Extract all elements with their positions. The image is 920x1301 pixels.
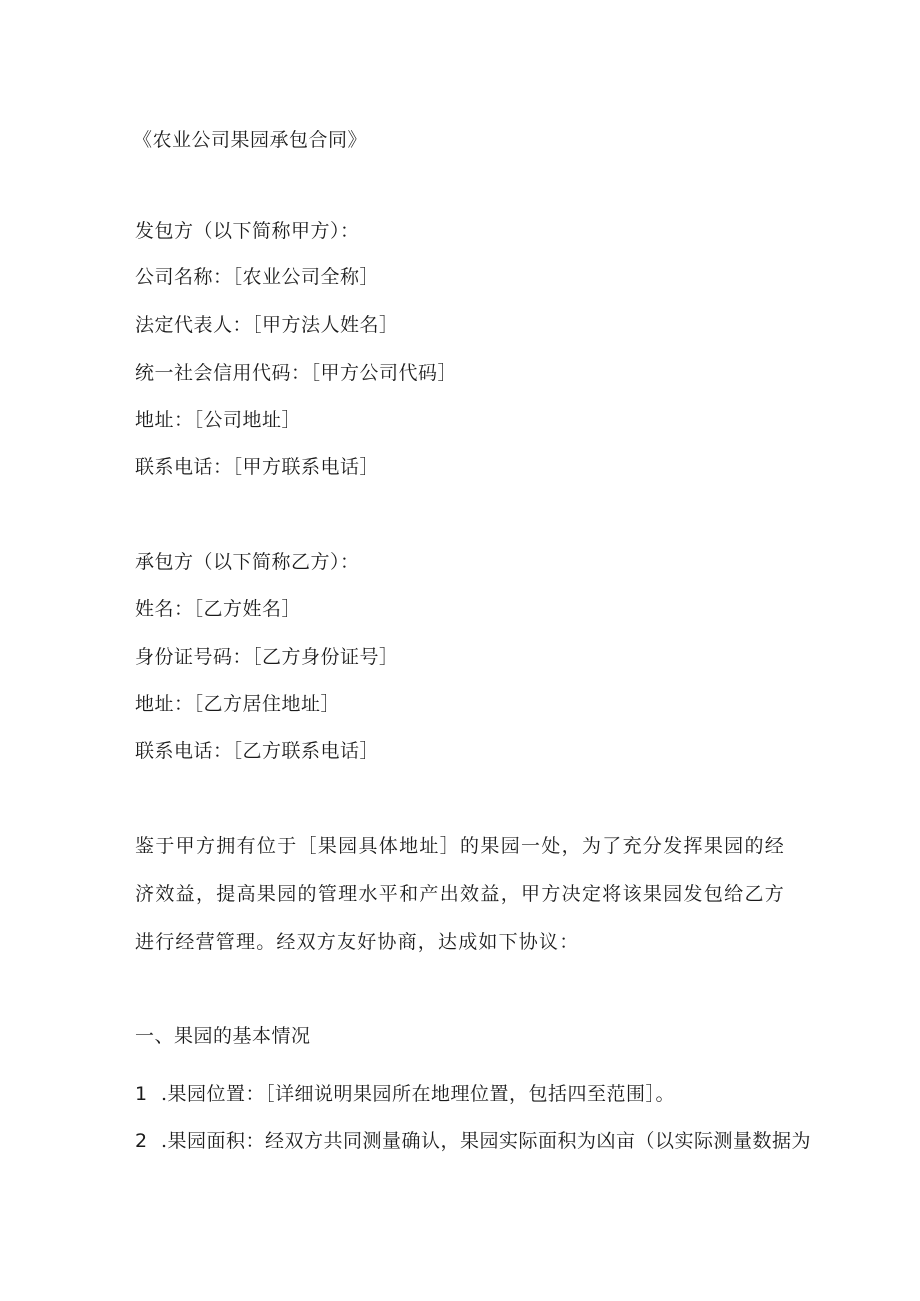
- preamble-paragraph: 鉴于甲方拥有位于［果园具体地址］的果园一处，为了充分发挥果园的经济效益，提高果园的管理水平和产出效益，甲方决定将该果园发包给乙方进行经营管理。经双方友好协商，达成如下协议：: [135, 835, 785, 953]
- section-1-item-2: [135, 1129, 811, 1153]
- section-1-item-1: [135, 1082, 675, 1106]
- party-b-address: 地址：［乙方居住地址］: [135, 693, 341, 715]
- party-a-credit-code: 统一社会信用代码：［甲方公司代码］: [135, 362, 458, 384]
- item-number: 1: [135, 1083, 148, 1105]
- section-1-heading: 一、果园的基本情况: [135, 1025, 311, 1047]
- party-b-phone: 联系电话：［乙方联系电话］: [135, 740, 380, 762]
- item-text: .果园位置：［详细说明果园所在地理位置，包括四至范围］。: [161, 1083, 676, 1105]
- party-b-name: 姓名：［乙方姓名］: [135, 598, 302, 620]
- party-a-address: 地址：［公司地址］: [135, 409, 302, 431]
- item-number: 2: [135, 1130, 148, 1152]
- party-b-heading: 承包方（以下简称乙方）：: [135, 551, 360, 573]
- party-a-heading: 发包方（以下简称甲方）：: [135, 220, 360, 242]
- party-a-phone: 联系电话：［甲方联系电话］: [135, 456, 380, 478]
- item-text: .果园面积：经双方共同测量确认，果园实际面积为凶亩（以实际测量数据为: [161, 1130, 812, 1152]
- party-a-company-name: 公司名称：［农业公司全称］: [135, 266, 380, 288]
- document-title: 《农业公司果园承包合同》: [133, 129, 368, 151]
- party-a-legal-rep: 法定代表人：［甲方法人姓名］: [135, 314, 399, 336]
- party-b-id-number: 身份证号码：［乙方身份证号］: [135, 646, 399, 668]
